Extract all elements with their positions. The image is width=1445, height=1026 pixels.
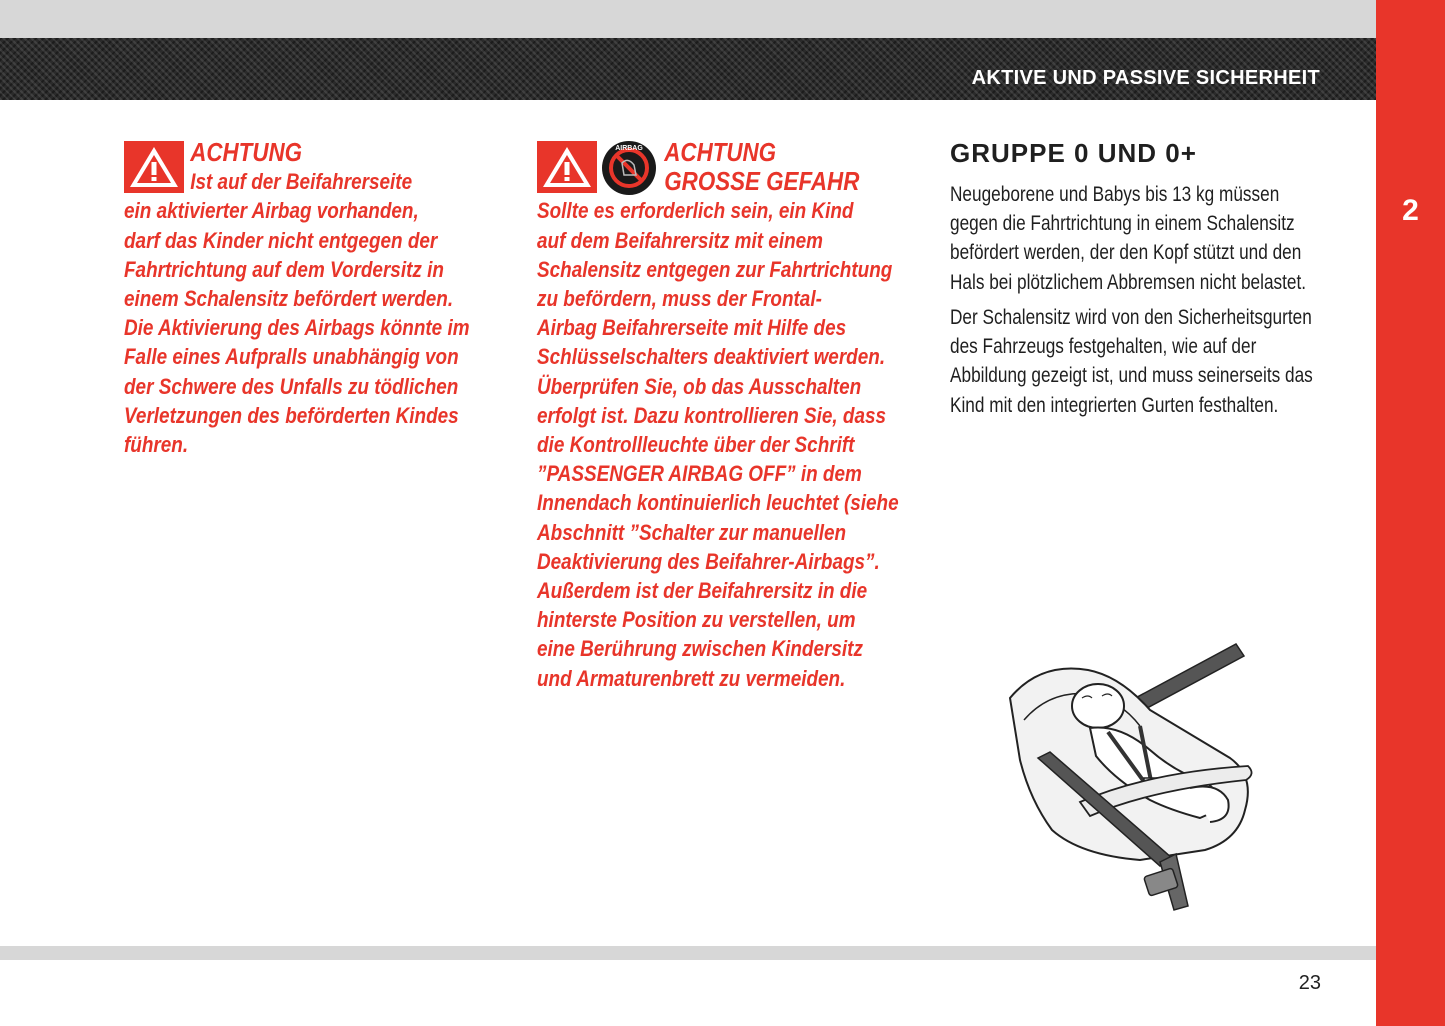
airbag-icon-label: AIRBAG [615, 145, 643, 152]
warning-1-line: Fahrtrichtung auf dem Vordersitz in [124, 256, 444, 282]
warning-1-line: einem Schalensitz befördert werden. [124, 286, 454, 312]
paragraph-line: Hals bei plötzlichem Abbremsen nicht belastet. [950, 270, 1307, 294]
paragraph-line: Abbildung gezeigt ist, und muss seinerseits das [950, 364, 1313, 388]
warning-block-1 [124, 138, 470, 459]
page-number: 23 [1298, 972, 1321, 994]
warning-1-line: Falle eines Aufpralls unabhängig von [124, 344, 459, 370]
warning-1-heading: ACHTUNG [190, 137, 303, 167]
warning-2-subheading: GROSSE GEFAHR [664, 166, 860, 197]
paragraph-line: Neugeborene und Babys bis 13 kg müssen [950, 183, 1280, 206]
chapter-side-tab[interactable] [1376, 0, 1445, 1026]
warning-block-2 [537, 138, 899, 693]
paragraph-line: des Fahrzeugs festgehalten, wie auf der [950, 335, 1257, 359]
warning-2-line: Airbag Beifahrerseite mit Hilfe des [537, 315, 847, 341]
warning-1-line: der Schwere des Unfalls zu tödlichen [124, 373, 459, 399]
warning-2-line: Schalensitz entgegen zur Fahrtrichtung [537, 256, 893, 282]
warning-2-line: auf dem Beifahrersitz mit einem [537, 227, 823, 253]
warning-1-line: Die Aktivierung des Airbags könnte im [124, 315, 470, 341]
warning-1-line: führen. [124, 432, 189, 458]
warning-2-line: Sollte es erforderlich sein, ein Kind [537, 198, 854, 224]
warning-1-line: Ist auf der Beifahrerseite [190, 169, 413, 195]
warning-2-line: Schlüsselschalters deaktiviert werden. [537, 344, 886, 370]
warning-2-line: Abschnitt ”Schalter zur manuellen [537, 519, 847, 545]
warning-2-line: zu befördern, muss der Frontal- [537, 286, 822, 312]
warning-2-line: eine Berührung zwischen Kindersitz [537, 636, 863, 662]
top-gray-bar [0, 0, 1376, 38]
warning-2-line: die Kontrollleuchte über der Schrift [537, 432, 855, 458]
warning-2-line: Außerdem ist der Beifahrersitz in die [537, 578, 868, 604]
warning-2-line: ”PASSENGER AIRBAG OFF” in dem [537, 461, 862, 487]
paragraph-line: befördert werden, der den Kopf stützt und den [950, 241, 1302, 265]
warning-2-heading: ACHTUNG [664, 137, 777, 167]
group-paragraph-1 [950, 180, 1306, 297]
warning-2-line: Innendach kontinuierlich leuchtet (siehe [537, 490, 899, 516]
paragraph-line: gegen die Fahrtrichtung in einem Schalensitz [950, 212, 1295, 236]
infant-carrier-illustration [1000, 640, 1260, 925]
header-band [0, 38, 1376, 100]
group-paragraph-2 [950, 303, 1313, 420]
warning-2-line: und Armaturenbrett zu vermeiden. [537, 665, 846, 691]
warning-2-line: erfolgt ist. Dazu kontrollieren Sie, dass [537, 402, 887, 428]
chapter-number: 2 [1402, 194, 1419, 227]
section-header-title: AKTIVE UND PASSIVE SICHERHEIT [971, 67, 1320, 89]
footer-gray-bar [0, 946, 1376, 960]
warning-2-line: Überprüfen Sie, ob das Ausschalten [537, 373, 862, 399]
paragraph-line: Kind mit den integrierten Gurten festhalten. [950, 393, 1279, 417]
group-title: GRUPPE 0 UND 0+ [950, 138, 1197, 168]
warning-2-line: Deaktivierung des Beifahrer-Airbags”. [537, 548, 880, 574]
warning-2-line: hinterste Position zu verstellen, um [537, 607, 856, 633]
warning-1-line: ein aktivierter Airbag vorhanden, [124, 198, 419, 224]
paragraph-line: Der Schalensitz wird von den Sicherheitsgurten [950, 306, 1312, 329]
warning-1-line: darf das Kinder nicht entgegen der [124, 227, 438, 253]
warning-1-line: Verletzungen des beförderten Kindes [124, 402, 459, 428]
